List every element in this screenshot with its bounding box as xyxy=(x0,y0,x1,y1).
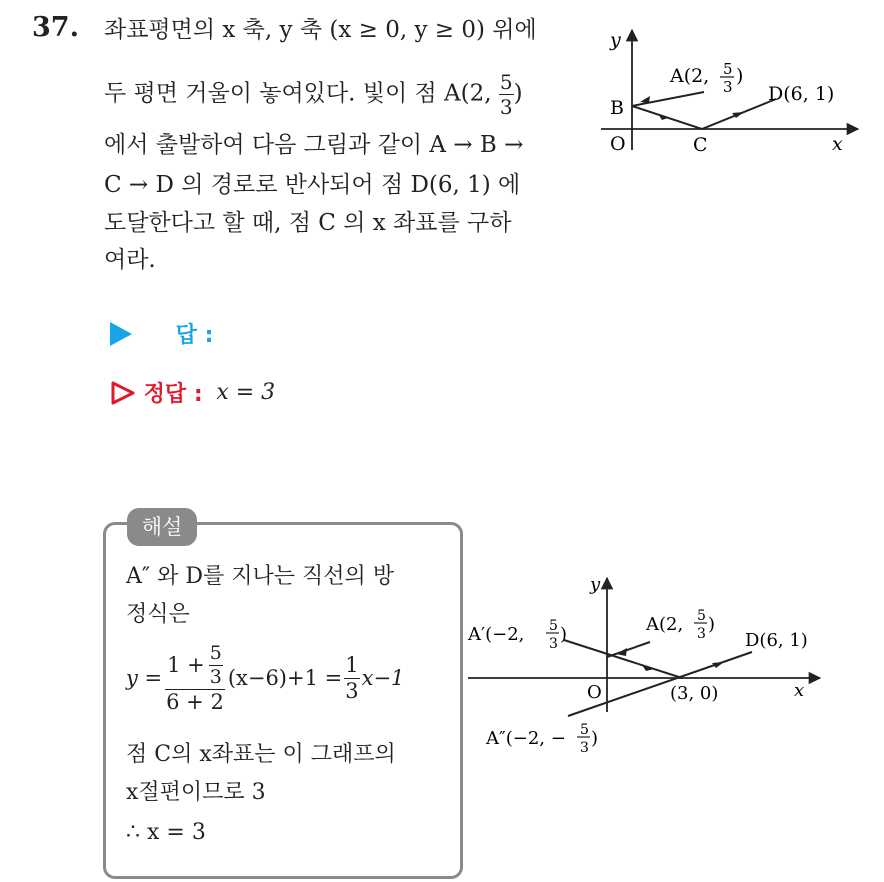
fig2-line-a-b xyxy=(607,642,650,657)
eq-small-fraction xyxy=(344,655,359,702)
solution-line-6: ∴ x = 3 xyxy=(126,820,206,845)
outline-triangle-icon xyxy=(110,380,136,406)
question-fraction-num: 5 xyxy=(499,70,513,94)
question-number: 37. xyxy=(32,12,79,43)
solution-tag: 해설 xyxy=(127,508,197,546)
fig1-point-a-den: 3 xyxy=(723,78,733,96)
fig2-a-prefix: A(2, xyxy=(646,614,684,635)
fig2-a1-den: 3 xyxy=(549,636,558,652)
fig2-a1-num: 5 xyxy=(549,618,558,634)
correct-answer-label: 정답 : xyxy=(143,382,203,407)
eq-y: y = xyxy=(126,666,163,690)
eq-mid: (x−6)+1 = xyxy=(227,666,343,690)
correct-answer-row xyxy=(110,377,275,408)
question-line-3: 에서 출발하여 다음 그림과 같이 A → B → xyxy=(104,132,524,158)
fig2-x-label: x xyxy=(794,680,805,701)
correct-answer-value: x = 3 xyxy=(216,380,276,405)
arrow-head-icon xyxy=(640,96,650,103)
eq-big-fraction-den: 6 + 2 xyxy=(166,690,224,714)
fig2-line-a1-c xyxy=(564,640,682,678)
eq-big-fraction-num xyxy=(165,644,225,690)
fig2-y-label: y xyxy=(590,574,601,595)
fig2-a-suffix: ) xyxy=(708,614,716,635)
fig2-a-den: 3 xyxy=(697,626,706,642)
fig1-point-a-suffix: ) xyxy=(736,65,744,87)
eq-small-num: 1 xyxy=(345,653,359,677)
solution-line-4: 점 C의 x좌표는 이 그래프의 xyxy=(126,742,396,767)
figure-2 xyxy=(466,572,826,762)
solution-equation xyxy=(126,644,404,713)
arrow-head-icon xyxy=(712,662,724,668)
eq-inner-den: 3 xyxy=(209,666,222,688)
fig2-point-d: D(6, 1) xyxy=(745,630,808,651)
fig1-origin: O xyxy=(610,133,626,155)
fig2-a2-num: 5 xyxy=(580,722,589,738)
question-close-paren: ) xyxy=(513,80,523,107)
fig1-point-d: D(6, 1) xyxy=(768,83,835,105)
fig1-y-label: y xyxy=(610,29,621,51)
eq-tail: x−1 xyxy=(361,666,405,690)
question-fraction-den: 3 xyxy=(499,95,513,119)
ray-a-b xyxy=(632,92,704,106)
fig1-x-label: x xyxy=(832,133,843,155)
play-triangle-icon xyxy=(110,322,132,346)
fig2-a1-suffix: ) xyxy=(560,624,568,645)
fig1-point-a-num: 5 xyxy=(723,60,733,78)
question-line-4: C → D 의 경로로 반사되어 점 D(6, 1) 에 xyxy=(104,172,521,198)
eq-big-fraction xyxy=(165,644,225,713)
question-line-1: 좌표평면의 x 축, y 축 (x ≥ 0, y ≥ 0) 위에 xyxy=(104,17,537,43)
fig1-point-b: B xyxy=(610,97,624,119)
ray-b-c xyxy=(632,106,702,129)
figure-1 xyxy=(596,22,866,162)
question-line-2 xyxy=(104,72,523,117)
solution-line-5: x절편이므로 3 xyxy=(126,780,266,805)
fig2-a2-prefix: A″(−2, − xyxy=(486,728,566,749)
fig2-a2-suffix: ) xyxy=(591,728,599,749)
fig2-a2-den: 3 xyxy=(580,740,589,756)
fig1-point-c: C xyxy=(693,134,708,156)
eq-num-a: 1 + xyxy=(167,653,205,677)
fig2-point-c: (3, 0) xyxy=(670,683,719,704)
fig2-origin: O xyxy=(587,682,602,703)
fig1-point-a-prefix: A(2, xyxy=(670,65,710,87)
arrow-head-icon xyxy=(616,648,627,656)
answer-label: 답 : xyxy=(175,323,214,348)
fig2-a1-prefix: A′(−2, xyxy=(468,624,525,645)
solution-line-1: A″ 와 D를 지나는 직선의 방 xyxy=(126,564,394,589)
eq-small-den: 3 xyxy=(345,679,359,703)
eq-inner-fraction xyxy=(209,644,223,687)
question-line-5: 도달한다고 할 때, 점 C 의 x 좌표를 구하 xyxy=(104,210,512,236)
eq-inner-num: 5 xyxy=(209,642,222,664)
solution-line-2: 정식은 xyxy=(126,602,190,627)
fig2-a-num: 5 xyxy=(697,608,706,624)
question-fraction xyxy=(499,72,514,117)
question-line-6: 여라. xyxy=(104,247,156,273)
question-line-2-text: 두 평면 거울이 놓여있다. 빛이 점 A(2, xyxy=(104,80,492,107)
answer-row xyxy=(110,318,213,349)
